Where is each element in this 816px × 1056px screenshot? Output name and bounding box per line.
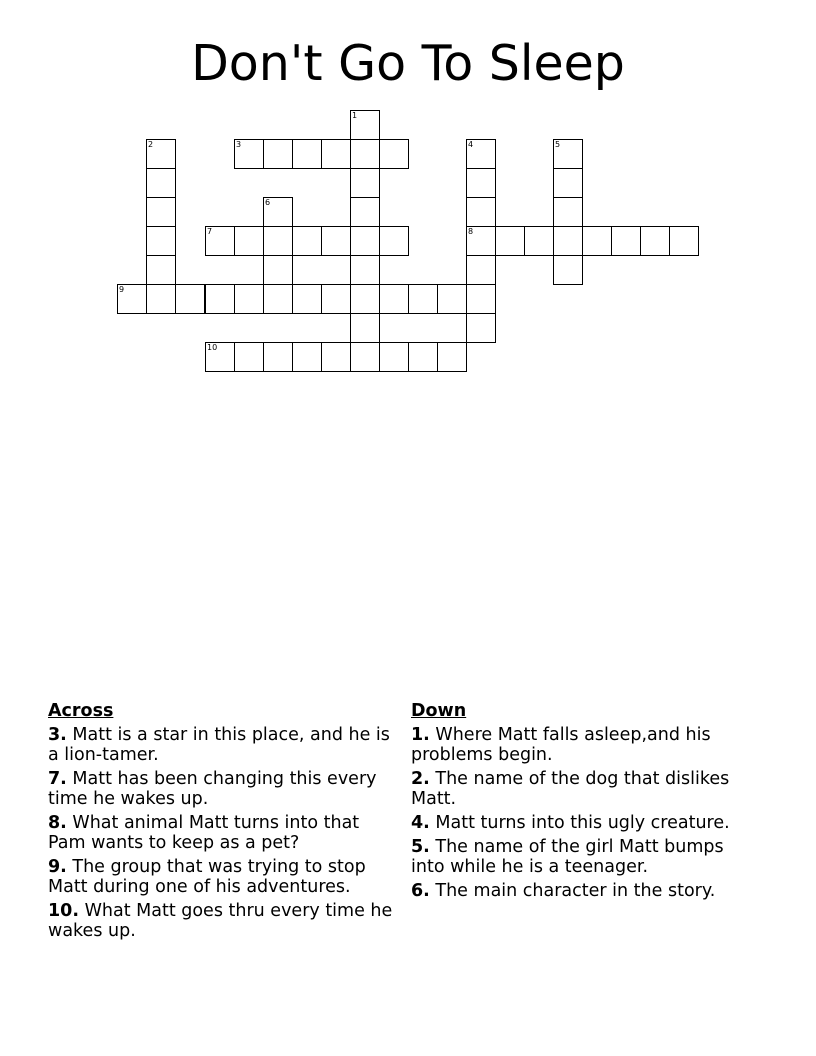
grid-cell[interactable]: [466, 197, 496, 227]
grid-cell[interactable]: [350, 284, 380, 314]
clue-text: What Matt goes thru every time he wakes up.: [48, 901, 393, 941]
grid-cell[interactable]: [524, 226, 554, 256]
grid-cell[interactable]: [263, 226, 293, 256]
grid-cell[interactable]: [408, 284, 438, 314]
grid-cell[interactable]: [146, 139, 176, 169]
clue-number: 5.: [411, 837, 430, 857]
grid-cell[interactable]: [146, 226, 176, 256]
grid-cell[interactable]: [234, 284, 264, 314]
grid-cell[interactable]: [466, 284, 496, 314]
grid-cell[interactable]: [466, 255, 496, 285]
down-heading: Down: [411, 701, 467, 721]
puzzle-title: Don't Go To Sleep: [191, 35, 625, 92]
grid-cell[interactable]: [321, 342, 351, 372]
grid-cell[interactable]: [292, 284, 322, 314]
grid-cell[interactable]: [175, 284, 205, 314]
clue-down-6: [411, 881, 756, 901]
clue-across-9: [48, 857, 393, 897]
grid-cell[interactable]: [350, 342, 380, 372]
grid-cell[interactable]: [263, 255, 293, 285]
grid-cell[interactable]: [321, 284, 351, 314]
grid-cell[interactable]: [263, 197, 293, 227]
cell-number: 1: [352, 111, 358, 120]
grid-cell[interactable]: [379, 342, 409, 372]
crossword-grid: [0, 0, 816, 400]
grid-cell[interactable]: [292, 226, 322, 256]
clue-number: 4.: [411, 813, 430, 833]
cell-number: 9: [119, 285, 125, 294]
grid-cell[interactable]: [350, 197, 380, 227]
clue-number: 7.: [48, 769, 67, 789]
grid-cell[interactable]: [205, 226, 235, 256]
grid-cell[interactable]: [350, 226, 380, 256]
grid-cell[interactable]: [437, 342, 467, 372]
grid-cell[interactable]: [146, 284, 176, 314]
clue-number: 1.: [411, 725, 430, 745]
grid-cell[interactable]: [234, 226, 264, 256]
grid-cell[interactable]: [379, 284, 409, 314]
clue-down-1: [411, 725, 756, 765]
grid-cell[interactable]: [466, 226, 496, 256]
grid-cell[interactable]: [350, 168, 380, 198]
grid-cell[interactable]: [466, 168, 496, 198]
clue-text: Matt has been changing this every time he wakes up.: [48, 769, 377, 809]
grid-cell[interactable]: [321, 139, 351, 169]
clue-text: Matt is a star in this place, and he is a lion-tamer.: [48, 725, 390, 765]
cell-number: 8: [468, 227, 474, 236]
clue-number: 6.: [411, 881, 430, 901]
down-clues: [411, 701, 756, 905]
grid-cell[interactable]: [263, 139, 293, 169]
clue-text: The name of the dog that dislikes Matt.: [411, 769, 730, 809]
across-clues: [48, 701, 393, 945]
grid-cell[interactable]: [553, 139, 583, 169]
cell-number: 10: [207, 343, 218, 352]
clue-number: 9.: [48, 857, 67, 877]
grid-cell[interactable]: [117, 284, 147, 314]
clue-text: Matt turns into this ugly creature.: [435, 813, 730, 833]
grid-cell[interactable]: [263, 284, 293, 314]
clue-number: 2.: [411, 769, 430, 789]
grid-cell[interactable]: [205, 284, 235, 314]
grid-cell[interactable]: [321, 226, 351, 256]
clue-text: The main character in the story.: [435, 881, 716, 901]
grid-cell[interactable]: [234, 139, 264, 169]
grid-cell[interactable]: [495, 226, 525, 256]
grid-cell[interactable]: [553, 197, 583, 227]
clue-text: The group that was trying to stop Matt during one of his adventures.: [48, 857, 366, 897]
grid-cell[interactable]: [582, 226, 612, 256]
grid-cell[interactable]: [379, 226, 409, 256]
grid-cell[interactable]: [466, 313, 496, 343]
clue-text: What animal Matt turns into that Pam wants to keep as a pet?: [48, 813, 360, 853]
clue-across-8: [48, 813, 393, 853]
grid-cell[interactable]: [350, 139, 380, 169]
clue-text: Where Matt falls asleep,and his problems begin.: [411, 725, 711, 765]
grid-cell[interactable]: [669, 226, 699, 256]
clue-number: 10.: [48, 901, 80, 921]
cell-number: 6: [265, 198, 271, 207]
grid-cell[interactable]: [292, 139, 322, 169]
grid-cell[interactable]: [350, 255, 380, 285]
grid-cell[interactable]: [234, 342, 264, 372]
grid-cell[interactable]: [350, 110, 380, 140]
grid-cell[interactable]: [466, 139, 496, 169]
cell-number: 5: [555, 140, 561, 149]
grid-cell[interactable]: [146, 168, 176, 198]
clue-down-2: [411, 769, 756, 809]
grid-cell[interactable]: [640, 226, 670, 256]
grid-cell[interactable]: [408, 342, 438, 372]
cell-number: 7: [207, 227, 213, 236]
grid-cell[interactable]: [611, 226, 641, 256]
clue-down-5: [411, 837, 756, 877]
grid-cell[interactable]: [292, 342, 322, 372]
grid-cell[interactable]: [146, 255, 176, 285]
across-heading: Across: [48, 701, 114, 721]
clue-across-3: [48, 725, 393, 765]
grid-cell[interactable]: [263, 342, 293, 372]
cell-number: 2: [148, 140, 154, 149]
grid-cell[interactable]: [205, 342, 235, 372]
clue-text: The name of the girl Matt bumps into while he is a teenager.: [411, 837, 724, 877]
cell-number: 4: [468, 140, 474, 149]
clue-across-7: [48, 769, 393, 809]
grid-cell[interactable]: [350, 313, 380, 343]
cell-number: 3: [236, 140, 242, 149]
clue-across-10: [48, 901, 393, 941]
clue-down-4: [411, 813, 756, 833]
grid-cell[interactable]: [437, 284, 467, 314]
grid-cell[interactable]: [553, 226, 583, 256]
grid-cell[interactable]: [553, 168, 583, 198]
grid-cell[interactable]: [553, 255, 583, 285]
grid-cell[interactable]: [146, 197, 176, 227]
grid-cell[interactable]: [379, 139, 409, 169]
clue-number: 8.: [48, 813, 67, 833]
clue-number: 3.: [48, 725, 67, 745]
